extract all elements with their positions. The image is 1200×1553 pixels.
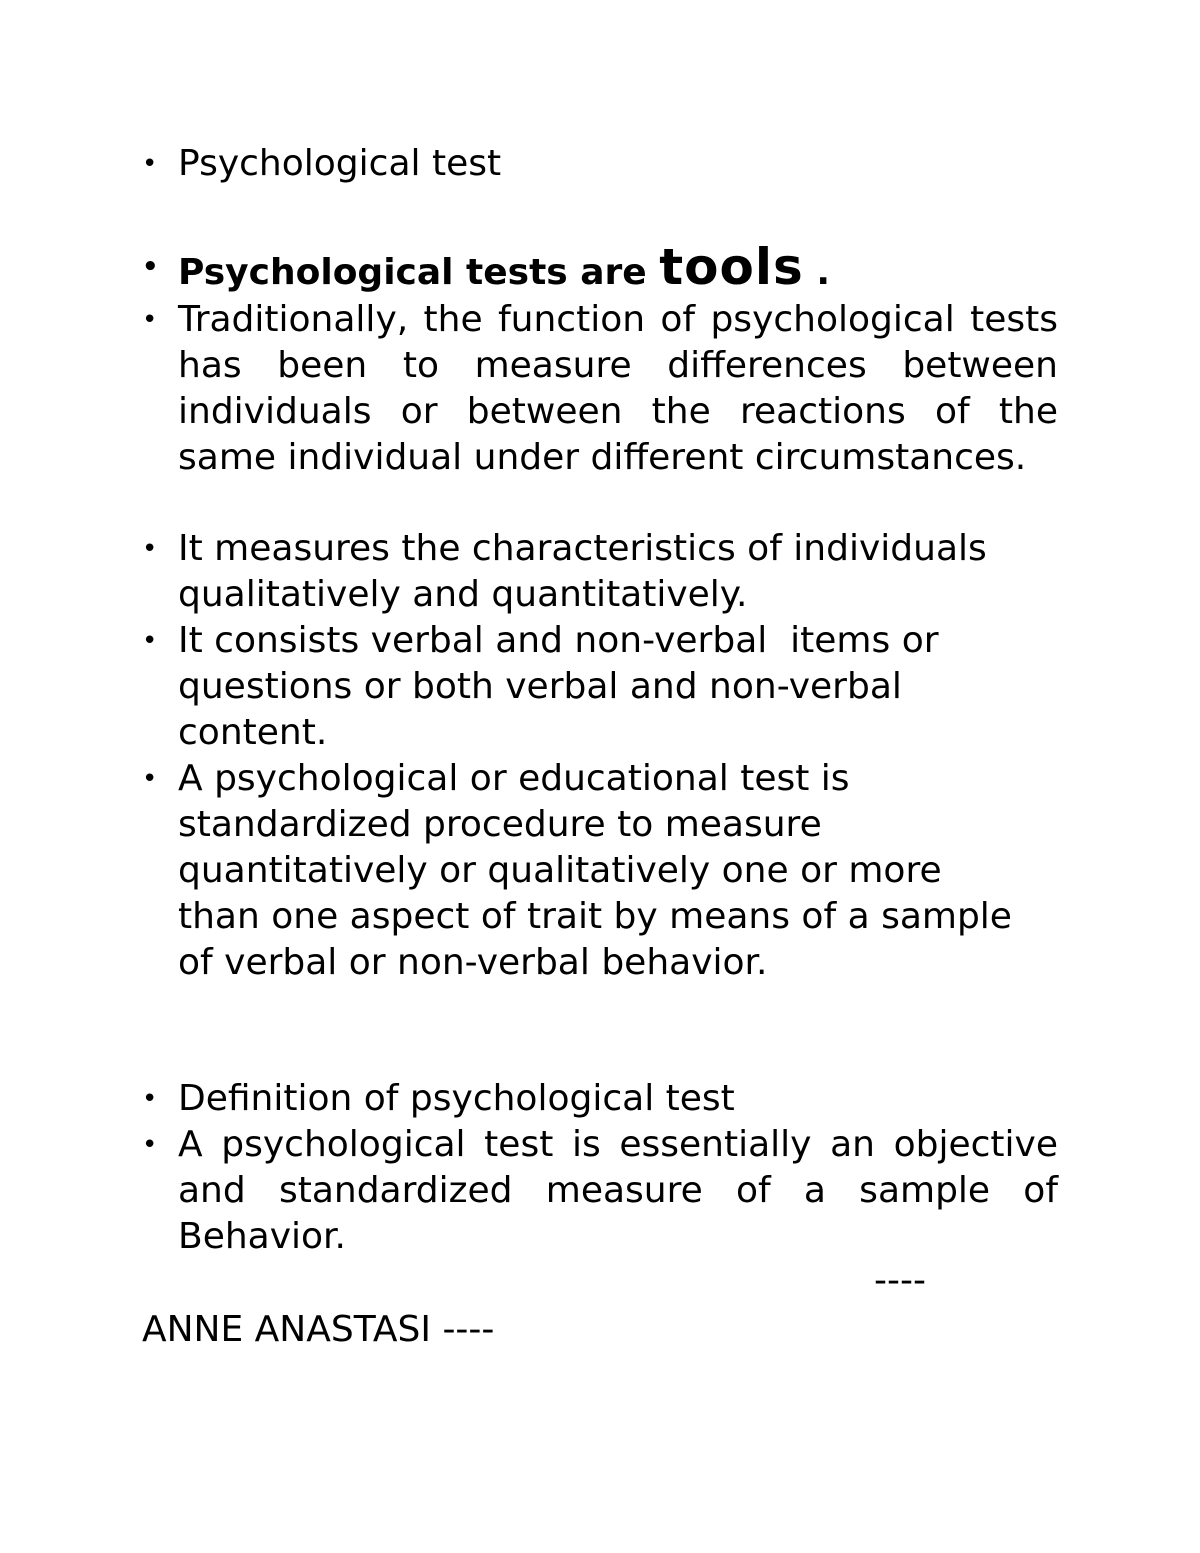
list-item-text: Definition of psychological test <box>178 1078 735 1119</box>
bullet-icon: • <box>142 534 158 564</box>
list-item-text: Traditionally, the function of psychological tests has been to measure differences between individuals or between the reactions of the same individual under different circumstances. <box>178 299 1058 478</box>
bold-text: Psychological tests are <box>178 252 660 293</box>
emphasis-word: tools <box>659 238 804 296</box>
bold-text-end: . <box>803 252 830 293</box>
bullet-icon: • <box>142 305 158 335</box>
bullet-icon: • <box>142 149 158 179</box>
list-item <box>142 297 1058 481</box>
list-item <box>142 1122 1058 1260</box>
bullet-icon: • <box>142 1130 158 1160</box>
list-item <box>142 238 1058 296</box>
bullet-icon: • <box>142 626 158 656</box>
list-item-text: A psychological test is essentially an objective and standardized measure of a sample of Behavior. <box>178 1124 1058 1257</box>
attribution-dashes: ---- <box>874 1260 926 1301</box>
bullet-icon: • <box>142 1084 158 1114</box>
list-item <box>142 756 1058 986</box>
bullet-icon: • <box>142 764 158 794</box>
list-item <box>142 526 1058 618</box>
list-item-text: It consists verbal and non-verbal items or questions or both verbal and non-verbal content. <box>178 620 950 753</box>
list-item-text: Psychological test <box>178 143 502 184</box>
author-attribution: ANNE ANASTASI ---- <box>142 1309 495 1350</box>
list-item <box>142 618 1058 756</box>
list-item-text: A psychological or educational test is standardized procedure to measure quantitatively or qualitatively one or more than one aspect of trait by means of a sample of verbal or non-verbal behavior. <box>178 758 1012 983</box>
list-item-text: It measures the characteristics of individuals qualitatively and quantitatively. <box>178 528 987 615</box>
list-item <box>142 1076 1058 1122</box>
list-item <box>142 141 1058 187</box>
bullet-icon: • <box>142 252 159 282</box>
list-item-text <box>178 238 1058 296</box>
